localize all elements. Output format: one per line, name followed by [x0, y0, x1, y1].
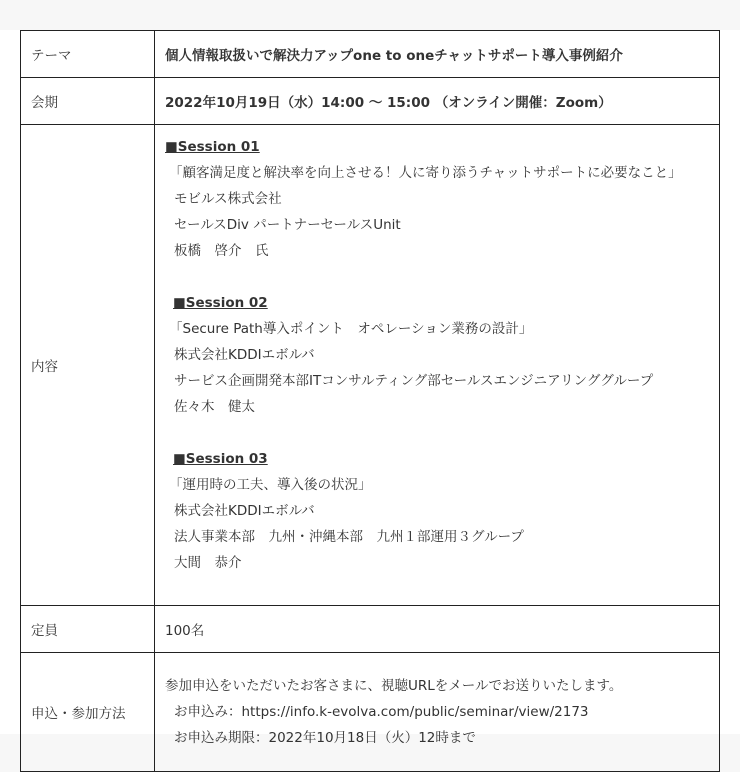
date-value: 2022年10月19日（水）14:00 〜 15:00 （オンライン開催：Zoom）: [155, 78, 720, 125]
session-speaker: 板橋 啓介 氏: [174, 243, 269, 259]
apply-deadline: お申込み期限：2022年10月18日（火）12時まで: [174, 730, 476, 746]
session-department: サービス企画開発本部ITコンサルティング部セールスエンジニアリンググループ: [174, 373, 654, 389]
seminar-info-table: [20, 30, 720, 772]
apply-intro: 参加申込をいただいたお客さまに、視聴URLをメールでお送りいたします。: [165, 678, 623, 694]
session-title: ■Session 02: [173, 295, 268, 311]
session-department: 法人事業本部 九州・沖縄本部 九州１部運用３グループ: [174, 529, 524, 545]
table-row-apply: [21, 653, 720, 772]
session-speaker: 大間 恭介: [174, 555, 242, 571]
session-company: 株式会社KDDIエボルバ: [174, 503, 315, 519]
session-department: セールスDiv パートナーセールスUnit: [174, 217, 401, 233]
session-title: ■Session 03: [173, 451, 268, 467]
session-title: ■Session 01: [165, 139, 260, 155]
content-label: 内容: [21, 125, 155, 606]
apply-url-line[interactable]: お申込み：https://info.k-evolva.com/public/seminar/view/2173: [174, 704, 589, 720]
capacity-value: 100名: [155, 606, 720, 653]
seminar-info-card: [0, 30, 740, 746]
session-topic: 「運用時の工夫、導入後の状況」: [169, 477, 372, 493]
session-company: 株式会社KDDIエボルバ: [174, 347, 315, 363]
capacity-label: 定員: [21, 606, 155, 653]
session-speaker: 佐々木 健太: [174, 399, 255, 415]
apply-value: [155, 653, 720, 772]
theme-value: 個人情報取扱いで解決力アップone to oneチャットサポート導入事例紹介: [155, 31, 720, 78]
date-label: 会期: [21, 78, 155, 125]
table-row-date: [21, 78, 720, 125]
session-topic: 「顧客満足度と解決率を向上させる！人に寄り添うチャットサポートに必要なこと」: [169, 165, 682, 181]
table-row-content: [21, 125, 720, 606]
content-value: [155, 125, 720, 606]
session-topic: 「Secure Path導入ポイント オペレーション業務の設計」: [169, 321, 533, 337]
session-company: モビルス株式会社: [174, 191, 282, 207]
theme-label: テーマ: [21, 31, 155, 78]
table-row-theme: [21, 31, 720, 78]
table-row-capacity: [21, 606, 720, 653]
apply-label: 申込・参加方法: [21, 653, 155, 772]
